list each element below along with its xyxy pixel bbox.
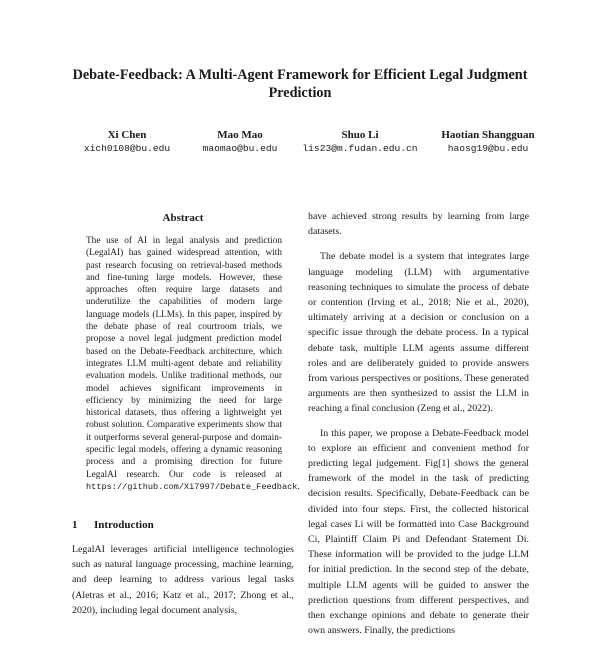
abstract-body: The use of AI in legal analysis and prediction (LegalAI) has gained widespread attention, with past research focusing on retrieval-based methods and fine-tuning large models. However, these approaches often require large datasets and underutilize the capabilities of modern large language models (LLMs). In this paper, inspired by the debate phase of real courtroom trials, we propose a novel legal judgment prediction model based on the Debate-Feedback architecture, which integrates LLM multi-agent debate and reliability evaluation models. Unlike traditional methods, our model achieves significant improvements in efficiency by minimizing the need for large historical datasets, thus offering a lightweight yet robust solution. Comparative experiments show that it outperforms several general-purpose and domain-specific legal models, offering a dynamic reasoning process and a promising direction for future LegalAI research. Our code is released at [86,236,282,480]
author-3 [290,128,430,155]
author-name: Xi Chen [107,129,147,141]
author-4 [418,128,558,155]
section-heading [72,519,154,531]
intro-paragraph: LegalAI leverages artificial intelligence technologies such as natural language processing, machine learning, and deep learning to address various legal tasks (Aletras et al., 2016; Katz et al., 2017; Zhong et al., 2020), including legal document analysis, [72,544,294,616]
paragraph: In this paper, we propose a Debate-Feedback model to explore an efficient and convenient method for predicting legal judgement. Fig[1] shows the general framework of the model in the task of predicting decision results. Specifically, Debate-Feedback can be divided into four steps. First, the collected historical legal cases Li will be formatted into Case Background Ci, Plaintiff Claim Pi and Defendant Statement Di. These information will be provided to the judge LLM for initial prediction. In the second step of the debate, multiple LLM agents will be guided to answer the prediction questions from different perspectives, and then exchange opinions and debate to generate their own answers. Finally, the predictions [308,427,529,637]
author-email: maomao@bu.edu [202,143,278,154]
author-name: Shuo Li [341,129,379,141]
paper-title: Debate-Feedback: A Multi-Agent Framework for Efficient Legal Judgment Prediction [72,67,528,101]
paragraph: The debate model is a system that integrates large language modeling (LLM) with argumentative reasoning techniques to simulate the process of debate or contention (Irving et al., 2018; Nie et al., 2020), ultimately arriving at a decision or conclusion on a specific issue through the debate process. In a typical debate task, multiple LLM agents assume different roles and are deliberately guided to provide answers from various perspectives or positions. These generated arguments are then synthesized to assist the LLM in reaching a final conclusion (Zeng et al., 2022). [308,251,529,415]
code-link[interactable]: https://github.com/Xi7997/Debate_Feedback [86,481,298,492]
author-name: Mao Mao [217,129,263,141]
author-email: haosg19@bu.edu [447,143,529,154]
right-column [308,209,529,647]
section-number: 1 [72,519,78,531]
author-2 [170,128,310,155]
author-email: lis23@m.fudan.edu.cn [302,143,418,154]
abstract-heading: Abstract [162,212,204,224]
paragraph: have achieved strong results by learning from large datasets. [308,211,529,238]
section-title: Introduction [94,519,154,531]
author-name: Haotian Shangguan [441,129,535,141]
abstract-text [86,235,300,493]
author-email: xich0108@bu.edu [83,143,171,154]
abstract-end: . [297,481,300,492]
